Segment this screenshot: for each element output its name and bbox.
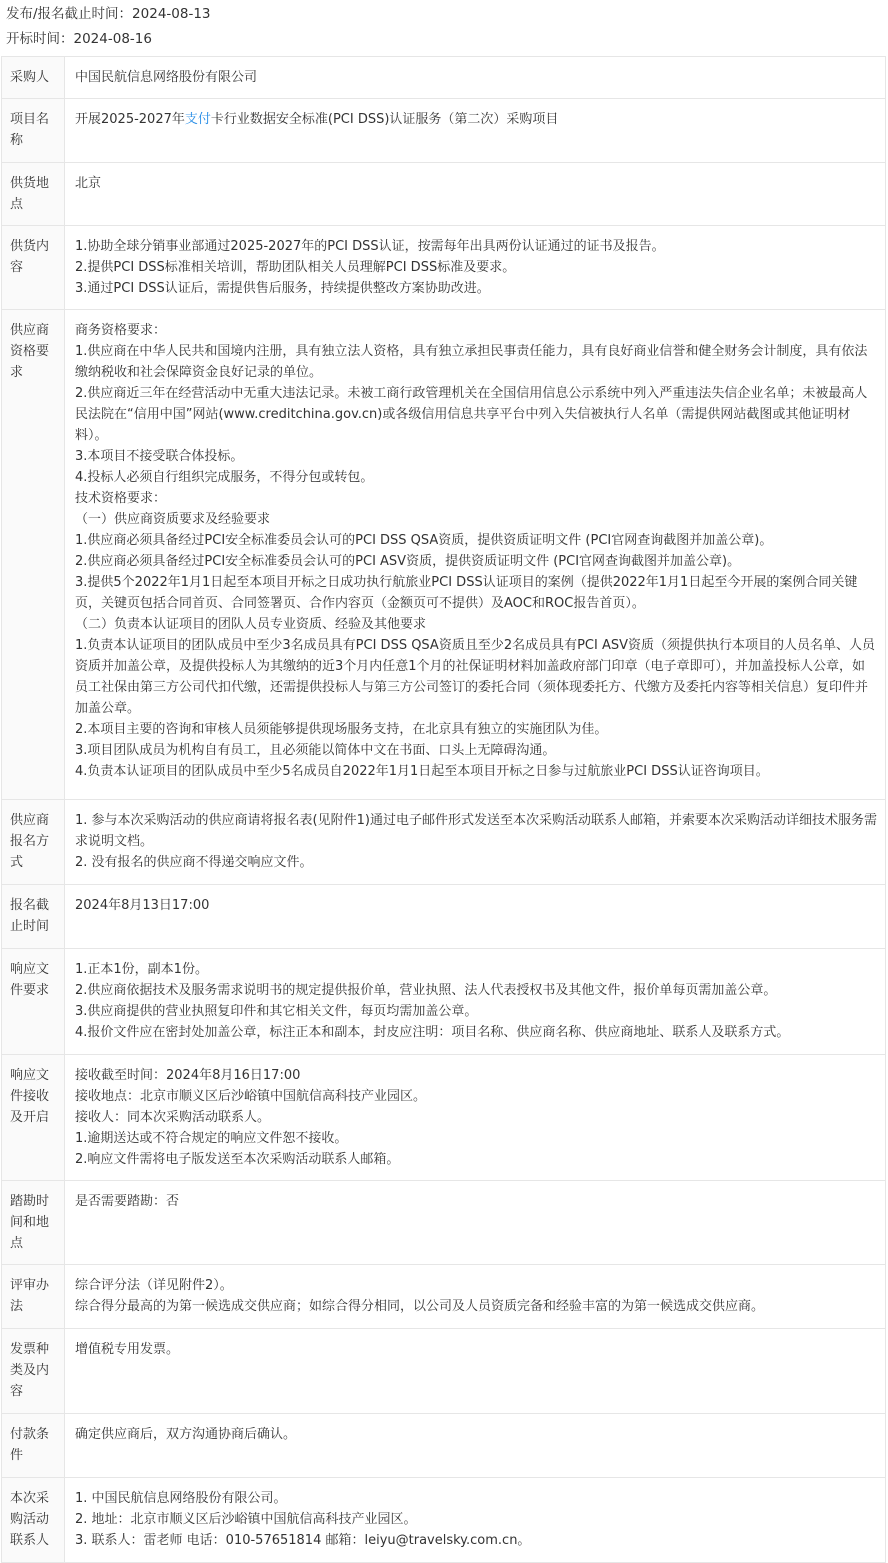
table-row [2,949,886,1055]
value-line: 2024年8月13日17:00 [75,898,210,913]
row-value [65,310,886,800]
value-line: 1.供应商在中华人民共和国境内注册，具有独立法人资格，具有独立承担民事责任能力，具有良好商业信誉和健全财务会计制度，具有依法缴纳税收和社会保障资金良好记录的单位。 [75,344,868,380]
value-line: 1.正本1份，副本1份。 [75,962,208,977]
value-line: 1.协助全球分销事业部通过2025-2027年的PCI DSS认证，按需每年出具两份认证通过的证书及报告。 [75,239,665,254]
project-name-highlight-link[interactable]: 支付 [184,112,211,127]
row-value [65,1055,886,1181]
value-line: 接收人：同本次采购活动联系人。 [75,1110,271,1125]
row-value [65,1265,886,1329]
value-line: （二）负责本认证项目的团队人员专业资质、经验及其他要求 [75,617,427,632]
procurement-info-table [1,56,886,1563]
row-label: 响应文件要求 [2,949,65,1055]
value-line: 2. 地址：北京市顺义区后沙峪镇中国航信高科技产业园区。 [75,1512,417,1527]
row-label: 报名截止时间 [2,885,65,949]
value-line: 中国民航信息网络股份有限公司 [75,70,258,85]
value-line: 2.提供PCI DSS标准相关培训，帮助团队相关人员理解PCI DSS标准及要求。 [75,260,516,275]
table-row [2,310,886,800]
row-label: 踏勘时间和地点 [2,1181,65,1265]
table-row [2,1265,886,1329]
table-row [2,99,886,163]
publish-deadline: 发布/报名截止时间：2024-08-13 [6,6,211,22]
table-row [2,57,886,99]
value-line: 综合评分法（详见附件2）。 [75,1278,233,1293]
value-line: 2. 没有报名的供应商不得递交响应文件。 [75,855,313,870]
row-value [65,1181,886,1265]
table-row [2,1055,886,1181]
value-line: 3.项目团队成员为机构自有员工，且必须能以简体中文在书面、口头上无障碍沟通。 [75,743,556,758]
table-row [2,226,886,310]
row-value [65,885,886,949]
value-line: 2.响应文件需将电子版发送至本次采购活动联系人邮箱。 [75,1152,400,1167]
table-row [2,1478,886,1563]
value-line: 增值税专用发票。 [75,1342,180,1357]
announcement-meta [0,0,888,52]
row-label: 评审办法 [2,1265,65,1329]
row-value [65,800,886,885]
value-line: 4.负责本认证项目的团队成员中至少5名成员自2022年1月1日起至本项目开标之日参与过航旅业PCI DSS认证咨询项目。 [75,764,769,779]
row-value [65,163,886,226]
row-label: 供货地点 [2,163,65,226]
table-row [2,163,886,226]
value-line: 3.供应商提供的营业执照复印件和其它相关文件，每页均需加盖公章。 [75,1004,478,1019]
value-line: 2.供应商近三年在经营活动中无重大违法记录。未被工商行政管理机关在全国信用信息公示系统中列入严重违法失信企业名单；未被最高人民法院在“信用中国”网站(www.creditchina.gov.cn)或各级信用信息共享平台中列入失信被执行人名单（需提供网站截图或其他证明材料）。 [75,386,868,443]
value-line: 北京 [75,176,102,191]
value-line: 是否需要踏勘：否 [75,1194,180,1209]
value-line: 1. 中国民航信息网络股份有限公司。 [75,1491,287,1506]
value-line: 3.本项目不接受联合体投标。 [75,449,244,464]
row-label: 项目名称 [2,99,65,163]
value-line: 综合得分最高的为第一候选成交供应商；如综合得分相同，以公司及人员资质完备和经验丰富的为第一候选成交供应商。 [75,1299,765,1314]
value-line: 2.供应商依据技术及服务需求说明书的规定提供报价单，营业执照、法人代表授权书及其他文件，报价单每页需加盖公章。 [75,983,777,998]
table-row [2,800,886,885]
row-label: 本次采购活动联系人 [2,1478,65,1563]
value-line: （一）供应商资质要求及经验要求 [75,512,271,527]
row-value [65,57,886,99]
table-row [2,885,886,949]
value-line: 1. 参与本次采购活动的供应商请将报名表(见附件1)通过电子邮件形式发送至本次采购活动联系人邮箱，并索要本次采购活动详细技术服务需求说明文档。 [75,813,877,849]
value-line: 商务资格要求： [75,323,167,338]
value-line: 技术资格要求： [75,491,167,506]
row-value [65,1329,886,1414]
row-label: 供应商报名方式 [2,800,65,885]
value-line: 4.投标人必须自行组织完成服务，不得分包或转包。 [75,470,374,485]
value-line: 3.提供5个2022年1月1日起至本项目开标之日成功执行航旅业PCI DSS认证项目的案例（提供2022年1月1日起至今开展的案例合同关键页，关键页包括合同首页、合同签署页、合作内容页（金额页可不提供）及AOC和ROC报告首页）。 [75,575,858,611]
value-line: 1.供应商必须具备经过PCI安全标准委员会认可的PCI DSS QSA资质，提供资质证明文件 (PCI官网查询截图并加盖公章)。 [75,533,773,548]
value-line: 2.本项目主要的咨询和审核人员须能够提供现场服务支持，在北京具有独立的实施团队为佳。 [75,722,608,737]
value-line: 2.供应商必须具备经过PCI安全标准委员会认可的PCI ASV资质，提供资质证明文件 (PCI官网查询截图并加盖公章)。 [75,554,741,569]
row-label: 发票种类及内容 [2,1329,65,1414]
value-line: 接收地点：北京市顺义区后沙峪镇中国航信高科技产业园区。 [75,1089,427,1104]
row-label: 采购人 [2,57,65,99]
project-name-prefix: 开展2025-2027年 [75,112,185,127]
value-line: 确定供应商后，双方沟通协商后确认。 [75,1427,297,1442]
table-row [2,1414,886,1478]
project-name-suffix: 卡行业数据安全标准(PCI DSS)认证服务（第二次）采购项目 [210,112,559,127]
value-line: 4.报价文件应在密封处加盖公章，标注正本和副本，封皮应注明：项目名称、供应商名称、供应商地址、联系人及联系方式。 [75,1025,790,1040]
row-value [65,1414,886,1478]
value-line: 接收截至时间：2024年8月16日17:00 [75,1068,301,1083]
value-line: 3. 联系人：雷老师 电话：010-57651814 邮箱：leiyu@travelsky.com.cn。 [75,1533,531,1548]
row-value [65,99,886,163]
value-line: 1.负责本认证项目的团队成员中至少3名成员具有PCI DSS QSA资质且至少2名成员具有PCI ASV资质（须提供执行本项目的人员名单、人员资质并加盖公章，及提供投标人为其缴纳的近3个月内任意1个月的社保证明材料加盖政府部门印章（电子章即可），并加盖投标人公章，如员工社保由第三方公司代扣代缴，还需提供投标人与第三方公司签订的委托合同（须体现委托方、代缴方及委托内容等相关信息）复印件并加盖公章。 [75,638,876,716]
row-label: 付款条件 [2,1414,65,1478]
value-line: 1.逾期送达或不符合规定的响应文件恕不接收。 [75,1131,348,1146]
row-value [65,1478,886,1563]
row-label: 供货内容 [2,226,65,310]
row-value [65,949,886,1055]
value-line: 3.通过PCI DSS认证后，需提供售后服务，持续提供整改方案协助改进。 [75,281,490,296]
table-row [2,1329,886,1414]
row-label: 响应文件接收及开启 [2,1055,65,1181]
open-time: 开标时间：2024-08-16 [6,31,152,47]
table-row [2,1181,886,1265]
row-label: 供应商资格要求 [2,310,65,800]
row-value [65,226,886,310]
